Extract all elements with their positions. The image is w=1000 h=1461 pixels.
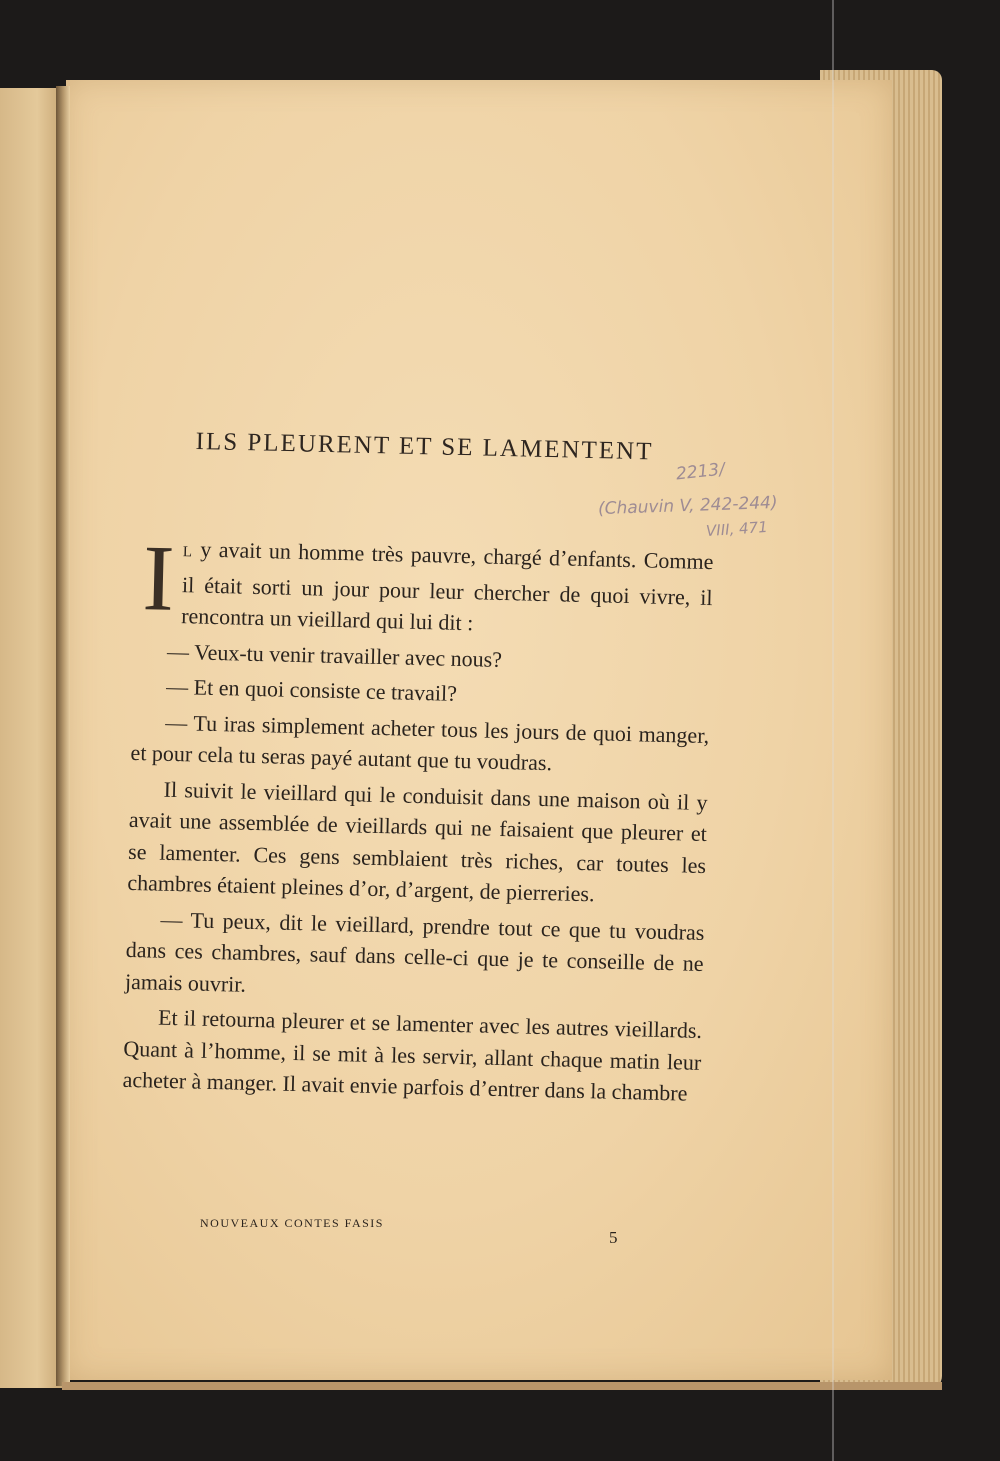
facing-page <box>0 88 64 1388</box>
paragraph-3: — Et en quoi consiste ce travail? <box>165 673 458 706</box>
chapter-title: ILS PLEURENT ET SE LAMENTENT <box>195 428 654 466</box>
paragraph-1 <box>134 526 714 645</box>
book-gutter <box>56 86 70 1386</box>
paragraph-5: Il suivit le vieillard qui le conduisit dans une maison où il y avait une assemblée de vieillards qui ne faisaient que pleurer et se lamenter. Ces gens semblaient très riches, car toutes les chambres étaient pleines d’or, d’argent, de pierreries. <box>127 776 708 907</box>
scan-sleeve-edge <box>832 0 834 1461</box>
handwritten-note-volume: VIII, 471 <box>705 517 769 541</box>
handwritten-note-reference: (Chauvin V, 242-244) <box>597 492 778 520</box>
drop-cap: I <box>141 526 176 631</box>
handwritten-note-number: 2213/ <box>675 459 726 485</box>
paragraph-1-text: y avait un homme très pauvre, chargé d’enfants. Comme il était sorti un jour pour leur chercher de quoi vivre, il rencontra un vieillard qui lui dit : <box>180 536 714 636</box>
paragraph-2: — Veux-tu venir travailler avec nous? <box>166 638 503 672</box>
story-text <box>122 526 714 1109</box>
page-number: 5 <box>609 1228 618 1247</box>
paragraph-4: — Tu iras simplement acheter tous les jours de quoi manger, et pour cela tu seras payé autant que tu voudras. <box>130 709 710 776</box>
footer-book-title: NOUVEAUX CONTES FASIS <box>200 1216 384 1230</box>
paragraph-7: Et il retourna pleurer et se lamenter avec les autres vieillards. Quant à l’homme, il se mit à les servir, allant chaque matin leur acheter à manger. Il avait envie parfois d’entrer dans la chambre <box>122 1004 703 1106</box>
paragraph-6: — Tu peux, dit le vieillard, prendre tout ce que tu voudras dans ces chambres, sauf dans celle-ci que je te conseille de ne jamais ouvrir. <box>124 906 705 997</box>
page-bottom-edge <box>62 1382 942 1390</box>
small-cap-letter: L <box>182 544 194 561</box>
